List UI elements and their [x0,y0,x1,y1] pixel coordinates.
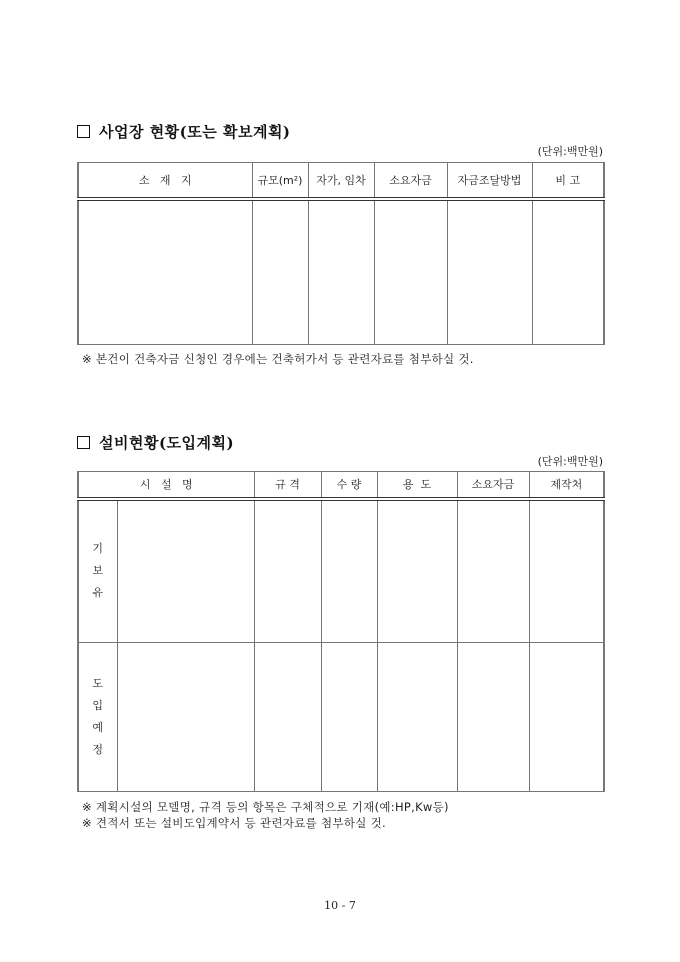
section2-unit: (단위:백만원) [537,455,603,468]
col-facility-name: 시 설 명 [78,472,254,499]
section2-note-2: ※ 견적서 또는 설비도입계약서 등 관련자료를 첨부하실 것. [82,816,386,830]
cell-spec[interactable] [254,643,321,792]
cell-required-funds[interactable] [374,199,447,345]
col-required-funds: 소요자금 [457,472,529,499]
label-char: 도 [92,677,104,690]
section2-title [77,432,234,453]
col-size: 규모(m²) [252,163,308,199]
col-funding-method: 자금조달방법 [447,163,532,199]
cell-purpose[interactable] [377,499,457,643]
section2-note-1: ※ 계획시설의 모델명, 규격 등의 항목은 구체적으로 기재(예:HP,Kw등) [82,800,449,814]
label-char: 예 [92,721,104,734]
cell-remarks[interactable] [532,199,604,345]
table-row-planned [78,643,604,792]
checkbox-square-icon [77,436,90,449]
cell-required-funds[interactable] [457,499,529,643]
cell-funding-method[interactable] [447,199,532,345]
row-label-owned [78,499,117,643]
section1-table [77,162,605,345]
checkbox-square-icon [77,125,90,138]
label-char: 유 [92,586,104,600]
cell-required-funds[interactable] [457,643,529,792]
section1-title-text: 사업장 현황(또는 확보계획) [99,123,291,141]
section1-unit: (단위:백만원) [537,145,603,158]
col-spec: 규 격 [254,472,321,499]
cell-quantity[interactable] [321,643,377,792]
col-ownership: 자가, 임차 [308,163,374,199]
table-row-owned [78,499,604,643]
label-char: 입 [92,699,104,712]
page-number: 10 - 7 [324,899,356,912]
table-row [78,199,604,345]
label-char: 기 [92,542,104,556]
col-location: 소 재 지 [78,163,252,199]
label-char: 보 [92,564,104,578]
col-purpose: 용 도 [377,472,457,499]
cell-ownership[interactable] [308,199,374,345]
cell-quantity[interactable] [321,499,377,643]
cell-location[interactable] [78,199,252,345]
cell-facility-name[interactable] [117,499,254,643]
section1-note: ※ 본건이 건축자금 신청인 경우에는 건축허가서 등 관련자료를 첨부하실 것. [82,352,474,366]
row-label-planned [78,643,117,792]
label-char: 정 [92,743,104,756]
section1-title [77,121,291,142]
cell-manufacturer[interactable] [529,499,604,643]
col-manufacturer: 제작처 [529,472,604,499]
cell-spec[interactable] [254,499,321,643]
cell-manufacturer[interactable] [529,643,604,792]
section2-title-text: 설비현황(도입계획) [99,434,235,452]
cell-size[interactable] [252,199,308,345]
col-required-funds: 소요자금 [374,163,447,199]
col-remarks: 비 고 [532,163,604,199]
section2-table [77,471,605,792]
col-quantity: 수 량 [321,472,377,499]
cell-purpose[interactable] [377,643,457,792]
cell-facility-name[interactable] [117,643,254,792]
